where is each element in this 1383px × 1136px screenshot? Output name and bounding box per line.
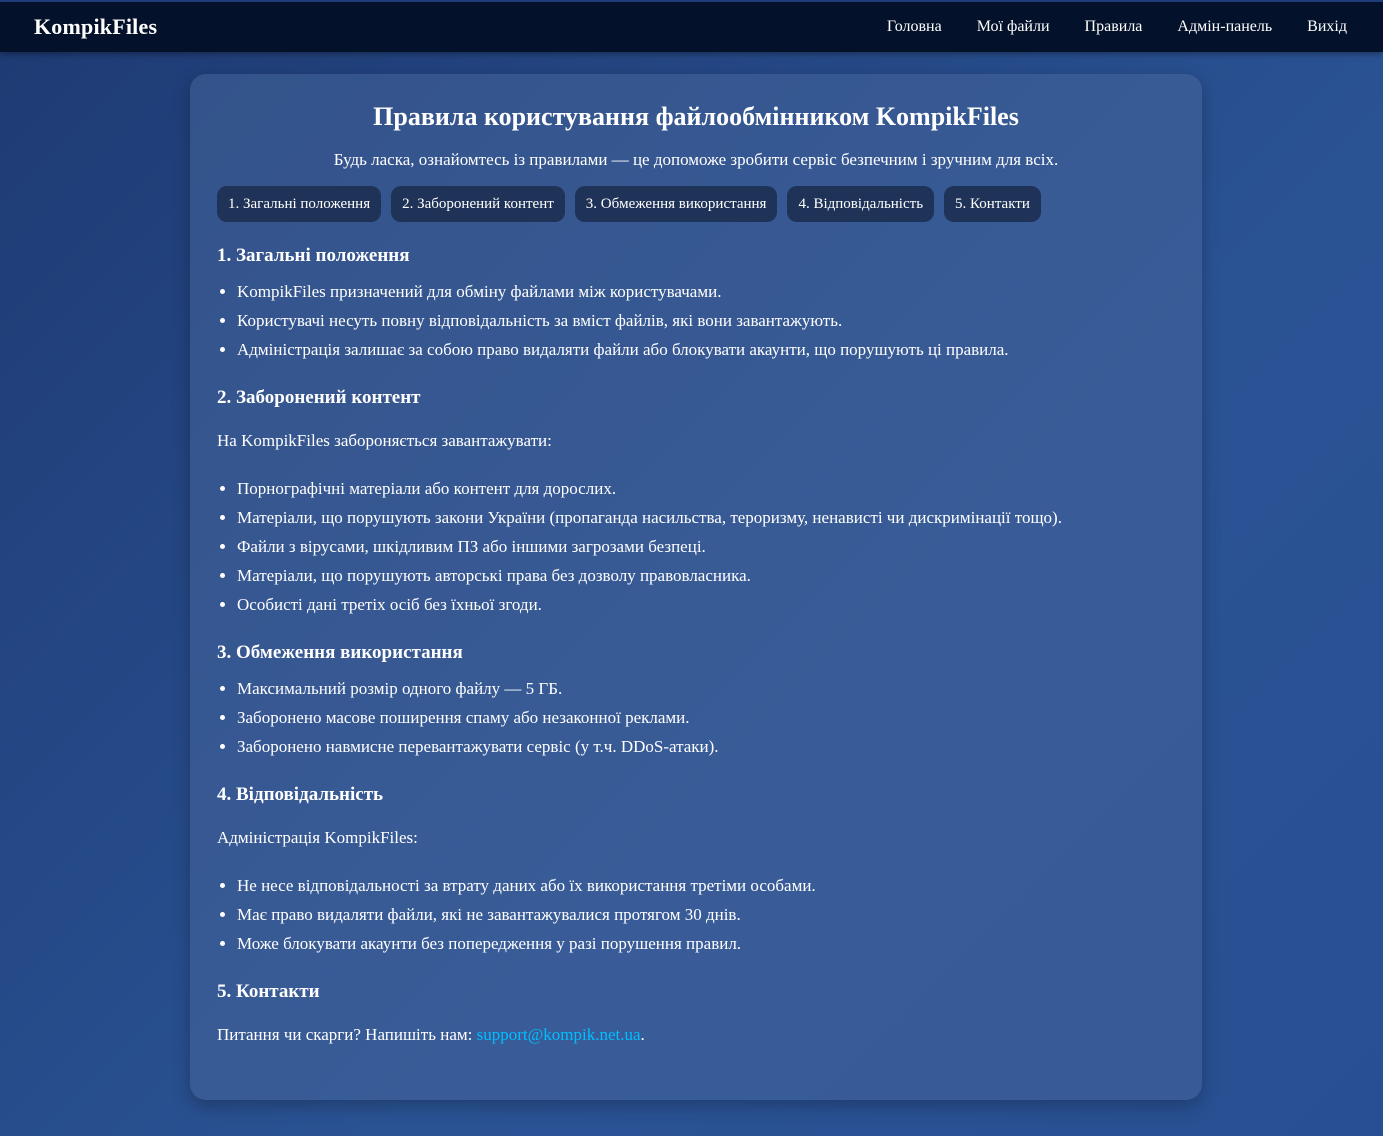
list-item: • Користувачі несуть повну відповідальність за вміст файлів, які вони завантажують. [237,306,1175,335]
section-contacts-text [217,1024,1175,1046]
list-item: • KompikFiles призначений для обміну файлами між користувачами. [237,277,1175,306]
list-item: • Адміністрація залишає за собою право видаляти файли або блокувати акаунти, що порушують ці правила. [237,335,1175,364]
page-title: Правила користування файлообмінником KompikFiles [373,102,1019,131]
section-limits-title: 3. Обмеження використання [217,642,463,663]
tab-forbidden-content[interactable]: 2. Заборонений контент [391,186,565,222]
support-email-link[interactable]: support@kompik.net.ua [476,1025,641,1044]
section-general-list [217,277,1175,364]
list-item: • Порнографічні матеріали або контент для дорослих. [237,474,1175,503]
tab-general[interactable]: 1. Загальні положення [217,186,381,222]
list-item: • Має право видаляти файли, які не завантажувалися протягом 30 днів. [237,900,1175,929]
section-responsibility-list [217,871,1175,958]
list-item: • Заборонено масове поширення спаму або незаконної реклами. [237,703,1175,732]
list-item: • Матеріали, що порушують авторські права без дозволу правовласника. [237,561,1175,590]
list-item: • Матеріали, що порушують закони України (пропаганда насильства, тероризму, ненависті чи дискримінації тощо). [237,503,1175,532]
section-responsibility-intro: Адміністрація KompikFiles: [217,828,418,847]
section-contacts-title: 5. Контакти [217,981,320,1002]
nav-rules[interactable]: Правила [1084,18,1143,35]
list-item: • Заборонено навмисне перевантажувати сервіс (у т.ч. DDoS-атаки). [237,732,1175,761]
contacts-prompt: Питання чи скарги? Напишіть нам: [217,1025,477,1044]
nav-logout[interactable]: Вихід [1307,18,1347,35]
section-responsibility-title: 4. Відповідальність [217,784,384,805]
section-limits-list [217,674,1175,761]
top-navbar [0,0,1383,52]
nav-admin-panel[interactable]: Адмін-панель [1177,18,1273,35]
section-general-title: 1. Загальні положення [217,245,410,266]
section-forbidden-intro: На KompikFiles забороняється завантажувати: [217,431,552,450]
tab-usage-limits[interactable]: 3. Обмеження використання [575,186,778,222]
tab-responsibility[interactable]: 4. Відповідальність [787,186,934,222]
list-item: • Файли з вірусами, шкідливим ПЗ або іншими загрозами безпеці. [237,532,1175,561]
nav-home[interactable]: Головна [886,18,942,35]
tab-contacts[interactable]: 5. Контакти [944,186,1041,222]
brand-logo[interactable]: KompikFiles [34,14,158,39]
section-forbidden-list [217,474,1175,619]
section-forbidden-title: 2. Заборонений контент [217,387,421,408]
contacts-end: . [640,1025,645,1044]
main-nav [852,18,1347,36]
list-item: • Особисті дані третіх осіб без їхньої згоди. [237,590,1175,619]
nav-my-files[interactable]: Мої файли [976,18,1050,35]
page-intro: Будь ласка, ознайомтесь із правилами — це допоможе зробити сервіс безпечним і зручним для всіх. [333,150,1059,169]
rules-card [190,74,1202,1100]
list-item: • Не несе відповідальності за втрату даних або їх використання третіми особами. [237,871,1175,900]
list-item: • Максимальний розмір одного файлу — 5 ГБ. [237,674,1175,703]
section-tabs [217,186,1175,222]
list-item: • Може блокувати акаунти без попередження у разі порушення правил. [237,929,1175,958]
